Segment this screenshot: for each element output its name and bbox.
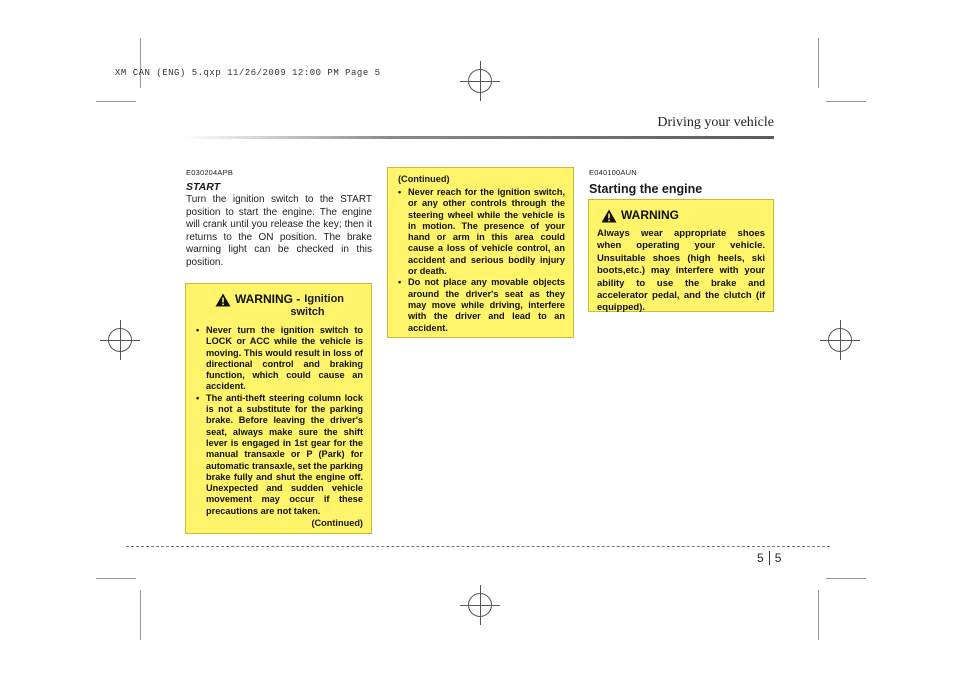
crop-mark [818, 38, 819, 88]
page-number-divider [769, 551, 770, 565]
warning-list [196, 325, 363, 517]
list-item: • Never reach for the ignition switch, or any other controls through the steering wheel while the vehicle is in motion. The presence of your hand or arm in this area could cause a loss of vehicle control, an accident and serious bodily injury or death. [398, 187, 565, 277]
list-item: • Do not place any movable objects around the driver's seat as they may move while driving, interfere with the driver and lead to an accident. [398, 277, 565, 333]
warning-triangle-icon [601, 209, 617, 223]
list-item: • The anti-theft steering column lock is not a substitute for the parking brake. Before leaving the driver's seat, always make sure the shift lever is engaged in 1st gear for the manual transaxle or P (Park) for automatic transaxle, set the parking brake fully and shut the engine off. Unexpected and sudden vehicle movement may occur if these precautions are not taken. [196, 392, 363, 516]
crop-mark [826, 578, 866, 579]
warning-header [196, 292, 363, 307]
warning-subtitle: Ignition [304, 293, 345, 305]
page-header-title: Driving your vehicle [657, 115, 774, 130]
crop-mark [96, 578, 136, 579]
registration-mark-icon [820, 320, 860, 360]
warning-text: Always wear appropriate shoes when operating your vehicle. Unsuitable shoes (high heels, ski boots,etc.) may interfere with your ability to use the brake and accelerator pedal, and the clutch (if equipped). [597, 228, 765, 314]
list-item: • Never turn the ignition switch to LOCK or ACC while the vehicle is moving. This would result in loss of directional control and braking function, which could cause an accident. [196, 325, 363, 392]
left-column [186, 168, 372, 291]
section-code: E030204APB [186, 168, 234, 177]
page-number-value: 5 [774, 551, 782, 565]
right-column [589, 168, 775, 196]
warning-box-continued [387, 167, 574, 338]
warning-triangle-icon [215, 293, 231, 307]
section-code: E040100AUN [589, 168, 637, 177]
print-slug: XM CAN (ENG) 5.qxp 11/26/2009 12:00 PM Page 5 [115, 68, 381, 78]
chapter-number: 5 [757, 551, 764, 565]
footer-rule [126, 546, 830, 547]
subheading: START [186, 181, 221, 193]
warning-header [597, 208, 765, 223]
crop-mark [140, 38, 141, 88]
registration-mark-icon [460, 585, 500, 625]
continued-label: (Continued) [311, 518, 363, 529]
warning-box-ignition [185, 283, 372, 534]
warning-list [398, 187, 565, 334]
warning-subtitle: switch [290, 306, 325, 318]
page-number [757, 551, 781, 565]
crop-mark [826, 101, 866, 102]
crop-mark [96, 101, 136, 102]
body-paragraph: Turn the ignition switch to the START position to start the engine. The engine will crank until you release the key; then it returns to the ON position. The brake warning light can be checked in this position. [186, 194, 372, 268]
registration-mark-icon [100, 320, 140, 360]
continued-label: (Continued) [398, 174, 450, 184]
warning-title: WARNING - [234, 292, 301, 306]
section-title: Starting the engine [589, 182, 703, 196]
crop-mark [818, 590, 819, 640]
header-rule [184, 136, 774, 139]
warning-title: WARNING [621, 208, 679, 222]
warning-box-shoes [588, 199, 774, 312]
registration-mark-icon [460, 61, 500, 101]
crop-mark [140, 590, 141, 640]
